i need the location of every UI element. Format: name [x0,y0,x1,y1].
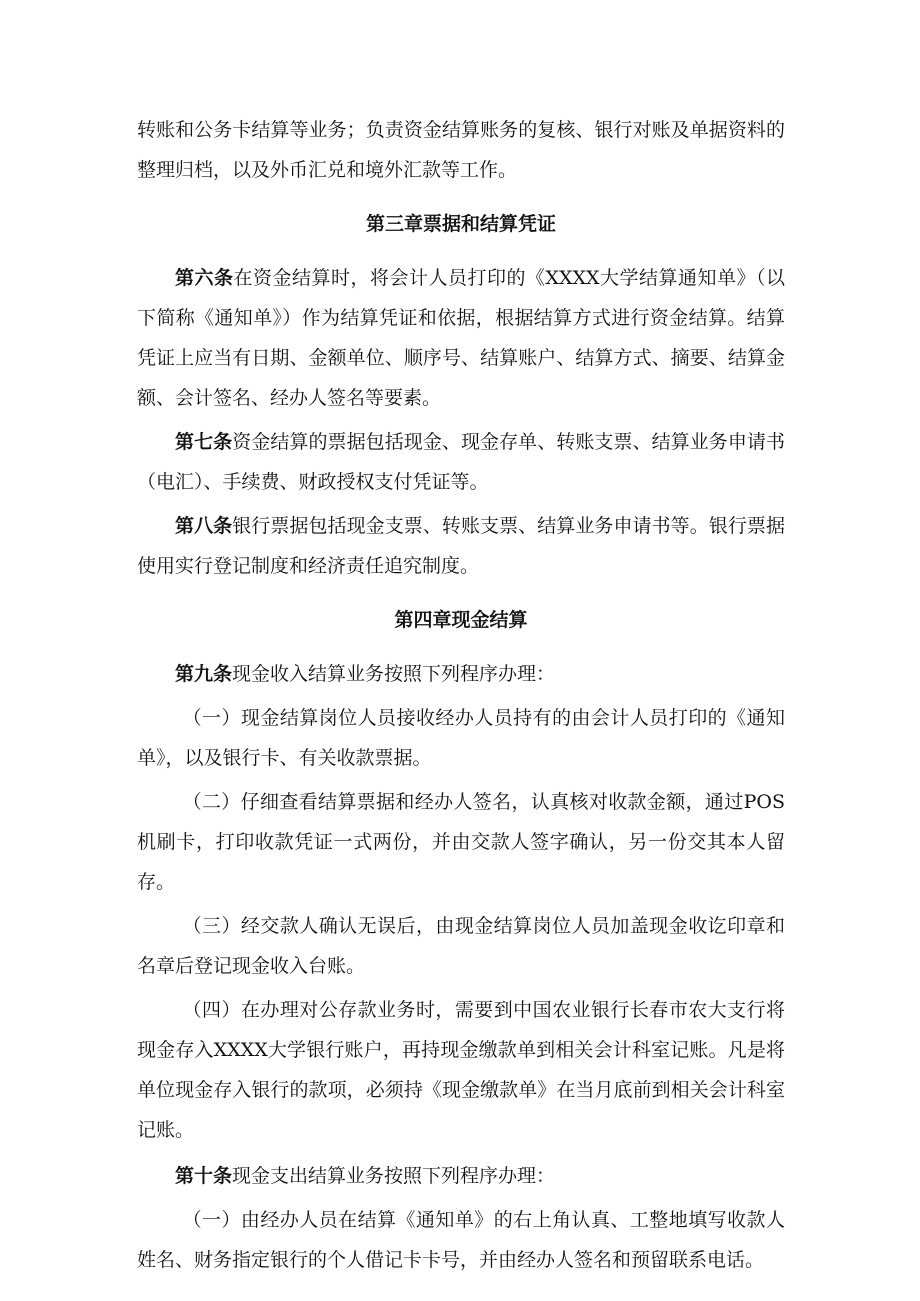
article-10-text: 现金支出结算业务按照下列程序办理： [232,1165,556,1187]
chapter-3-heading: 第三章票据和结算凭证 [365,213,556,235]
article-6-label: 第六条 [175,267,234,289]
chapter-4-heading: 第四章现金结算 [394,609,528,631]
article-8-paragraph [137,506,785,586]
article-9-item-4: （四）在办理对公存款业务时，需要到中国农业银行长春市农大支行将现金存入XXXX大学银行账户，再持现金缴款单到相关会计科室记账。凡是将单位现金存入银行的款项，必须持《现金缴款单》在当月底前到相关会计科室记账。 [137,999,785,1141]
article-7-label: 第七条 [175,431,233,453]
article-9-item-2: （二）仔细查看结算票据和经办人签名，认真核对收款金额，通过POS机刷卡，打印收款凭证一式两份，并由交款人签字确认，另一份交其本人留存。 [137,791,785,893]
article-9-text: 现金收入结算业务按照下列程序办理： [232,663,556,685]
article-10-item-1: （一）由经办人员在结算《通知单》的右上角认真、工整地填写收款人姓名、财务指定银行的个人借记卡卡号，并由经办人签名和预留联系电话。 [137,1209,785,1271]
article-6-text: 在资金结算时，将会计人员打印的《XXXX大学结算通知单》（以下简称《通知单》）作为结算凭证和依据，根据结算方式进行资金结算。结算凭证上应当有日期、金额单位、顺序号、结算账户、结算方式、摘要、结算金额、会计签名、经办人签名等要素。 [137,267,785,409]
article-7-text: 资金结算的票据包括现金、现金存单、转账支票、结算业务申请书（电汇）、手续费、财政授权支付凭证等。 [137,431,785,493]
article-6-paragraph [137,258,785,418]
article-9-paragraph [137,654,785,694]
article-9-label: 第九条 [175,663,233,685]
article-7-paragraph [137,422,785,502]
article-10-label: 第十条 [175,1165,233,1187]
article-8-label: 第八条 [175,515,233,537]
article-9-item-1: （一）现金结算岗位人员接收经办人员持有的由会计人员打印的《通知单》，以及银行卡、有关收款票据。 [137,707,785,769]
article-9-item-3: （三）经交款人确认无误后，由现金结算岗位人员加盖现金收讫印章和名章后登记现金收入台账。 [137,915,785,977]
intro-paragraph: 转账和公务卡结算等业务；负责资金结算账务的复核、银行对账及单据资料的整理归档，以及外币汇兑和境外汇款等工作。 [137,119,785,181]
document-body [137,110,785,1284]
article-8-text: 银行票据包括现金支票、转账支票、结算业务申请书等。银行票据使用实行登记制度和经济责任追究制度。 [137,515,785,577]
article-10-paragraph [137,1156,785,1196]
